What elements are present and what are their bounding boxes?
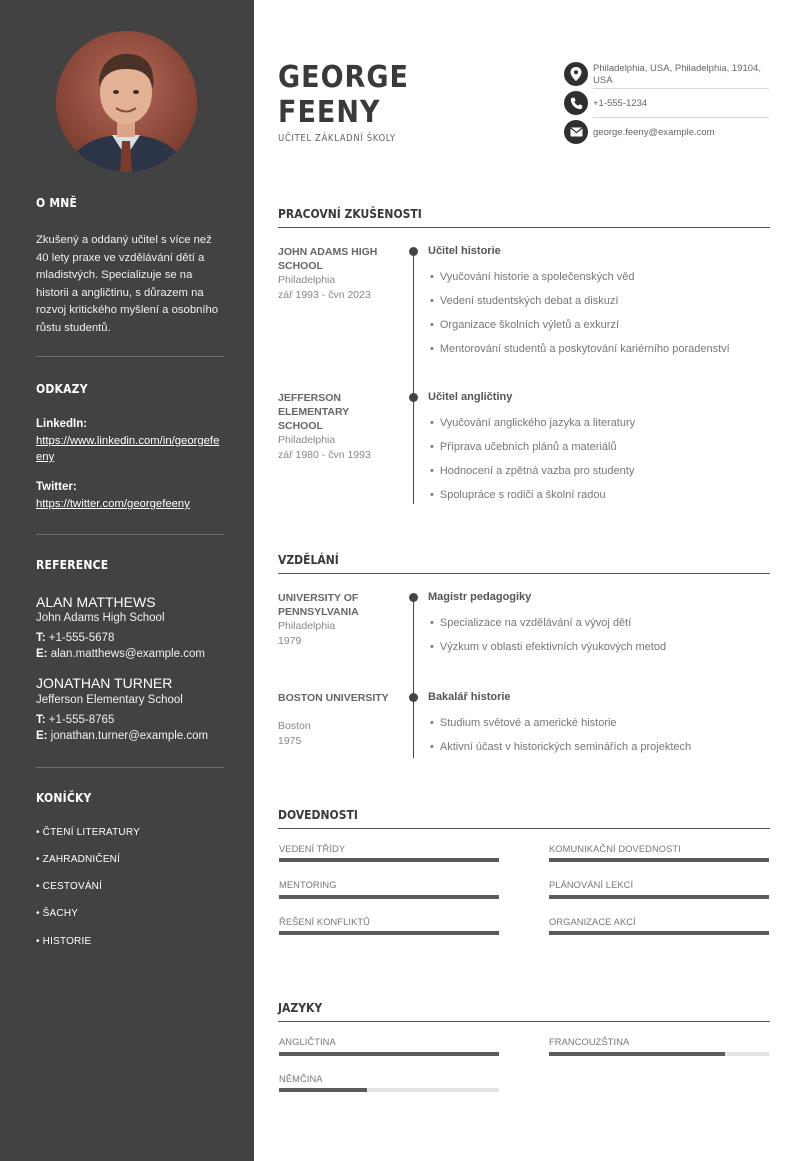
language-bar [279,1052,499,1056]
languages-heading: JAZYKY [278,1001,323,1015]
experience-bullet: • Hodnocení a zpětná vazba pro studenty [430,465,634,477]
timeline-dot [409,593,418,602]
skill-bar [549,895,769,899]
timeline-line [413,250,414,504]
education-location: Philadelphia [278,620,336,632]
experience-dates: zář 1980 - čvn 1993 [278,449,371,461]
education-dates: 1975 [278,735,302,747]
reference-name: JONATHAN TURNER [36,675,173,691]
experience-org: JEFFERSON ELEMENTARY SCHOOL [278,392,349,432]
experience-bullet: • Mentorování studentů a poskytování kariérního poradenství [430,343,730,355]
timeline-dot [409,693,418,702]
skill-bar-fill [549,895,769,899]
experience-bullet: • Vedení studentských debat a diskuzí [430,295,618,307]
skill-bar-fill [549,931,769,935]
skill-bar-fill [279,858,499,862]
experience-location: Philadelphia [278,274,336,286]
sidebar-divider [36,767,224,768]
timeline-dot [409,393,418,402]
timeline-dot [409,247,418,256]
location-pin-icon [564,62,588,86]
sidebar [0,0,254,1161]
hobby-item: • ŠACHY [36,908,79,919]
skill-label: ORGANIZACE AKCÍ [549,917,636,927]
section-divider [278,573,770,574]
experience-bullet: • Spolupráce s rodiči a školní radou [430,489,606,501]
reference-phone: T: +1-555-5678 [36,632,115,644]
education-bullet: • Specializace na vzdělávání a vývoj dětí [430,617,631,629]
education-location: Boston [278,720,311,732]
skill-bar [549,931,769,935]
twitter-label: Twitter: [36,481,77,493]
education-org: UNIVERSITY OF PENNSYLVANIA [278,592,359,618]
timeline-line [413,596,414,758]
section-divider [278,227,770,228]
language-bar [549,1052,769,1056]
contact-divider [593,117,769,118]
experience-bullet: • Vyučování historie a společenských věd [430,271,635,283]
language-label: ANGLIČTINA [279,1037,336,1047]
reference-name: ALAN MATTHEWS [36,594,156,610]
hobby-item: • ČTENÍ LITERATURY [36,827,140,838]
hobbies-heading: KONÍČKY [36,791,92,805]
email-icon [564,120,588,144]
reference-phone: T: +1-555-8765 [36,714,115,726]
language-label: FRANCOUZŠTINA [549,1037,630,1047]
skill-bar-fill [549,858,769,862]
references-heading: REFERENCE [36,558,109,572]
experience-bullet: • Příprava učebních plánů a materiálů [430,441,617,453]
about-text: Zkušený a oddaný učitel s více než 40 lety praxe ve vzdělávání dětí a mladistvých. Specializuje se na historii a angličtinu, s důrazem na rozvoj kritického myšlení a osobního růstu studentů. [36,234,219,334]
skill-bar [279,858,499,862]
language-bar [279,1088,499,1092]
language-bar-fill [279,1052,499,1056]
skill-bar-fill [279,895,499,899]
skills-heading: DOVEDNOSTI [278,808,358,822]
skill-label: MENTORING [279,880,337,890]
portrait-photo [56,31,197,172]
section-divider [278,1021,770,1022]
experience-bullet: • Organizace školních výletů a exkurzí [430,319,619,331]
experience-dates: zář 1993 - čvn 2023 [278,289,371,301]
education-degree: Bakalář historie [428,691,511,703]
education-bullet: • Výzkum v oblasti efektivních výukových metod [430,641,666,653]
language-label: NĚMČINA [279,1074,323,1084]
reference-org: Jefferson Elementary School [36,694,183,706]
skill-bar-fill [279,931,499,935]
candidate-name: GEORGE FEENY [278,60,409,130]
education-bullet: • Studium světové a americké historie [430,717,617,729]
education-degree: Magistr pedagogiky [428,591,532,603]
reference-org: John Adams High School [36,612,165,624]
education-heading: VZDĚLÁNÍ [278,553,339,567]
language-bar-fill [279,1088,367,1092]
linkedin-label: LinkedIn: [36,418,88,430]
contact-email[interactable]: george.feeny@example.com [593,127,715,138]
about-heading: O MNĚ [36,196,78,210]
hobby-item: • ZAHRADNIČENÍ [36,854,121,865]
twitter-link[interactable]: https://twitter.com/georgefeeny [36,498,190,510]
experience-bullet: • Vyučování anglického jazyka a literatury [430,417,635,429]
contact-phone: +1-555-1234 [593,98,648,109]
profile-photo [56,31,197,172]
contact-address: Philadelphia, USA, Philadelphia, 19104, USA [593,63,761,86]
experience-role: Učitel historie [428,245,501,257]
language-bar-fill [549,1052,725,1056]
experience-org: JOHN ADAMS HIGH SCHOOL [278,246,378,272]
contact-divider [593,88,769,89]
skill-label: VEDENÍ TŘÍDY [279,844,346,854]
skill-bar [279,931,499,935]
hobby-item: • CESTOVÁNÍ [36,881,103,892]
skill-bar [279,895,499,899]
education-bullet: • Aktivní účast v historických seminářích a projektech [430,741,691,753]
linkedin-link[interactable]: https://www.linkedin.com/in/georgefeeny [36,435,220,463]
education-dates: 1979 [278,635,302,647]
links-heading: ODKAZY [36,382,88,396]
skill-label: ŘEŠENÍ KONFLIKTŮ [279,917,370,927]
phone-icon [564,91,588,115]
sidebar-divider [36,356,224,357]
skill-label: KOMUNIKAČNÍ DOVEDNOSTI [549,844,681,854]
job-title: UČITEL ZÁKLADNÍ ŠKOLY [278,133,396,144]
experience-heading: PRACOVNÍ ZKUŠENOSTI [278,207,422,221]
experience-location: Philadelphia [278,434,336,446]
section-divider [278,828,770,829]
hobby-item: • HISTORIE [36,936,92,947]
education-org: BOSTON UNIVERSITY [278,692,389,704]
skill-bar [549,858,769,862]
skill-label: PLÁNOVÁNÍ LEKCÍ [549,880,634,890]
reference-email: E: jonathan.turner@example.com [36,730,209,742]
experience-role: Učitel angličtiny [428,391,513,403]
reference-email: E: alan.matthews@example.com [36,648,205,660]
sidebar-divider [36,534,224,535]
